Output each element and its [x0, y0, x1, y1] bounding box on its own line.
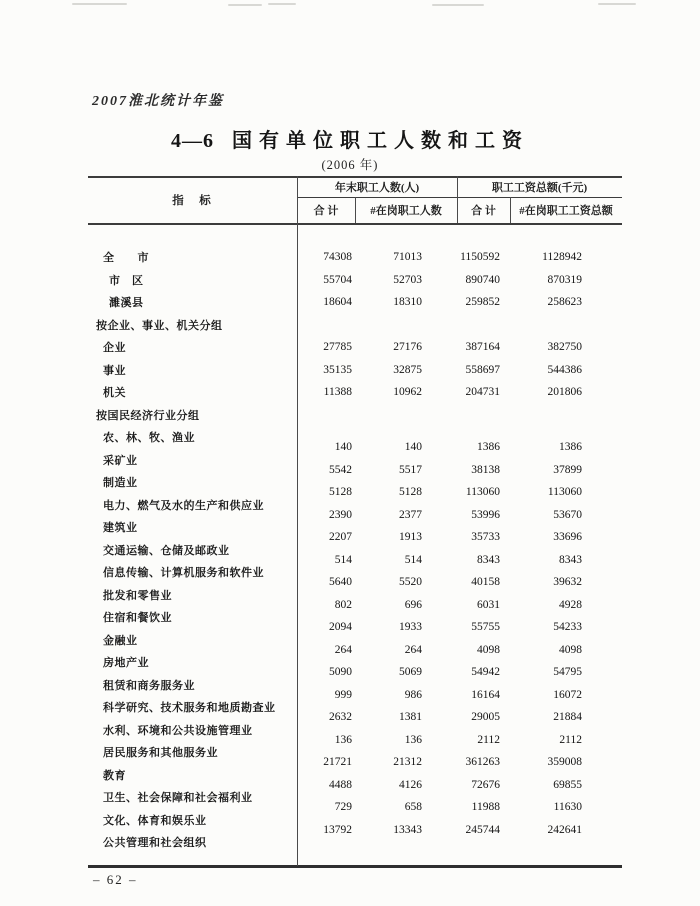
cell-value: 38138	[471, 463, 500, 476]
row-label: 批发和零售业	[103, 589, 172, 602]
cell-value: 514	[404, 553, 422, 566]
cell-value: 52703	[393, 273, 422, 286]
cell-value: 18310	[393, 296, 422, 309]
cell-value: 5090	[329, 666, 352, 679]
table-title	[0, 124, 700, 153]
row-label: 全 市	[103, 252, 149, 265]
cell-value: 5542	[329, 463, 352, 476]
scan-artifact	[228, 4, 262, 6]
column-group-employees: 年末职工人数(人)	[334, 181, 420, 194]
cell-value: 5128	[399, 486, 422, 499]
cell-value: 35733	[471, 531, 500, 544]
cell-value: 27785	[323, 341, 352, 354]
cell-value: 72676	[471, 778, 500, 791]
cell-value: 33696	[553, 531, 582, 544]
row-label: 科学研究、技术服务和地质勘查业	[103, 702, 276, 715]
cell-value: 696	[404, 598, 422, 611]
column-header-total-employees: 合 计	[313, 205, 339, 217]
table-row	[88, 269, 622, 292]
row-label: 建筑业	[103, 522, 138, 535]
column-header-onduty-wages: #在岗职工工资总额	[519, 205, 613, 217]
row-label: 市 区	[109, 274, 144, 287]
row-label: 电力、燃气及水的生产和供应业	[103, 499, 264, 512]
cell-value: 10962	[393, 386, 422, 399]
row-label: 濉溪县	[109, 297, 144, 310]
cell-value: 71013	[393, 251, 422, 264]
cell-value: 201806	[547, 386, 582, 399]
row-label: 交通运输、仓储及邮政业	[103, 544, 230, 557]
cell-value: 53996	[471, 508, 500, 521]
book-title: 2007淮北统计年鉴	[92, 94, 224, 109]
cell-value: 999	[334, 688, 352, 701]
table-row	[88, 426, 622, 454]
cell-value: 2207	[329, 531, 352, 544]
table-row	[88, 359, 622, 382]
cell-value: 54795	[553, 666, 582, 679]
cell-value: 359008	[547, 756, 582, 769]
cell-value: 514	[334, 553, 352, 566]
row-label: 采矿业	[103, 454, 138, 467]
row-label: 租赁和商务服务业	[103, 679, 195, 692]
cell-value: 40158	[471, 576, 500, 589]
section-row	[88, 404, 622, 427]
stub-header: 指 标	[172, 194, 213, 207]
cell-value: 21312	[393, 756, 422, 769]
column-header-total-wages: 合 计	[471, 205, 496, 217]
row-label: 文化、体育和娱乐业	[103, 814, 207, 827]
table-row	[88, 291, 622, 314]
cell-value: 39632	[553, 576, 582, 589]
cell-value: 558697	[465, 363, 500, 376]
table-row	[88, 246, 622, 269]
row-label: 事业	[103, 364, 126, 377]
cell-value: 245744	[465, 823, 500, 836]
row-label: 居民服务和其他服务业	[103, 747, 218, 760]
cell-value: 986	[404, 688, 422, 701]
cell-value: 2094	[329, 621, 352, 634]
cell-value: 729	[334, 801, 352, 814]
cell-value: 136	[334, 733, 352, 746]
cell-value: 2112	[477, 733, 500, 746]
cell-value: 1150592	[460, 251, 500, 264]
cell-value: 4098	[477, 643, 500, 656]
row-label: 房地产业	[103, 657, 149, 670]
cell-value: 890740	[465, 273, 500, 286]
cell-value: 27176	[393, 341, 422, 354]
page-number: – 62 –	[93, 872, 138, 887]
cell-value: 11988	[471, 801, 500, 814]
year-note: (2006 年)	[321, 158, 379, 172]
table-row	[88, 381, 622, 404]
row-label: 按企业、事业、机关分组	[96, 319, 223, 332]
cell-value: 4488	[329, 778, 352, 791]
cell-value: 1386	[477, 441, 500, 454]
cell-value: 140	[404, 441, 422, 454]
cell-value: 264	[404, 643, 422, 656]
cell-value: 1381	[399, 711, 422, 724]
cell-value: 6031	[477, 598, 500, 611]
row-label: 公共管理和社会组织	[103, 837, 207, 850]
cell-value: 136	[404, 733, 422, 746]
column-group-wages: 职工工资总额(千元)	[491, 181, 588, 194]
cell-value: 35135	[323, 363, 352, 376]
cell-value: 55704	[323, 273, 352, 286]
cell-value: 4098	[559, 643, 582, 656]
cell-value: 113060	[547, 486, 582, 499]
cell-value: 2377	[399, 508, 422, 521]
cell-value: 4928	[559, 598, 582, 611]
cell-value: 2112	[559, 733, 582, 746]
cell-value: 13792	[323, 823, 352, 836]
cell-value: 16072	[553, 688, 582, 701]
cell-value: 264	[334, 643, 352, 656]
cell-value: 242641	[547, 823, 582, 836]
cell-value: 259852	[465, 296, 500, 309]
table-body	[88, 225, 622, 868]
row-label: 住宿和餐饮业	[103, 612, 172, 625]
cell-value: 16164	[471, 688, 500, 701]
cell-value: 21884	[553, 711, 582, 724]
cell-value: 74308	[323, 251, 352, 264]
scan-artifact	[432, 4, 484, 6]
scan-artifact	[268, 3, 296, 5]
cell-value: 140	[334, 441, 352, 454]
cell-value: 113060	[465, 486, 500, 499]
row-label: 企业	[103, 342, 126, 355]
cell-value: 870319	[547, 273, 582, 286]
cell-value: 1913	[399, 531, 422, 544]
cell-value: 5517	[399, 463, 422, 476]
cell-value: 1933	[399, 621, 422, 634]
row-label: 教育	[103, 769, 126, 782]
scan-artifact	[72, 3, 127, 5]
cell-value: 54233	[553, 621, 582, 634]
row-label: 农、林、牧、渔业	[103, 432, 195, 445]
cell-value: 54942	[471, 666, 500, 679]
cell-value: 658	[404, 801, 422, 814]
cell-value: 13343	[393, 823, 422, 836]
cell-value: 544386	[547, 363, 582, 376]
cell-value: 53670	[553, 508, 582, 521]
column-header-onduty-employees: #在岗职工人数	[370, 205, 442, 217]
cell-value: 11630	[553, 801, 582, 814]
cell-value: 8343	[559, 553, 582, 566]
cell-value: 5128	[329, 486, 352, 499]
cell-value: 5069	[399, 666, 422, 679]
cell-value: 382750	[547, 341, 582, 354]
cell-value: 258623	[547, 296, 582, 309]
statistics-table	[88, 176, 622, 868]
cell-value: 5520	[399, 576, 422, 589]
row-label: 按国民经济行业分组	[96, 409, 200, 422]
cell-value: 802	[334, 598, 352, 611]
cell-value: 18604	[323, 296, 352, 309]
row-label: 机关	[103, 387, 126, 400]
cell-value: 37899	[553, 463, 582, 476]
table-row	[88, 336, 622, 359]
cell-value: 2390	[329, 508, 352, 521]
cell-value: 1128942	[542, 251, 582, 264]
cell-value: 32875	[393, 363, 422, 376]
cell-value: 361263	[465, 756, 500, 769]
cell-value: 21721	[323, 756, 352, 769]
table-title-text: 国有单位职工人数和工资	[232, 130, 529, 152]
section-row	[88, 314, 622, 337]
cell-value: 387164	[465, 341, 500, 354]
table-number: 4—6	[171, 130, 214, 152]
cell-value: 4126	[399, 778, 422, 791]
scan-artifact	[598, 3, 636, 5]
cell-value: 69855	[553, 778, 582, 791]
cell-value: 11388	[323, 386, 352, 399]
cell-value: 5640	[329, 576, 352, 589]
cell-value: 204731	[465, 386, 500, 399]
cell-value: 55755	[471, 621, 500, 634]
cell-value: 1386	[559, 441, 582, 454]
row-label: 信息传输、计算机服务和软件业	[103, 567, 264, 580]
row-label: 水利、环境和公共设施管理业	[103, 724, 253, 737]
cell-value: 8343	[477, 553, 500, 566]
row-label: 制造业	[103, 477, 138, 490]
row-label: 卫生、社会保障和社会福利业	[103, 792, 253, 805]
cell-value: 2632	[329, 711, 352, 724]
row-label: 金融业	[103, 634, 138, 647]
cell-value: 29005	[471, 711, 500, 724]
